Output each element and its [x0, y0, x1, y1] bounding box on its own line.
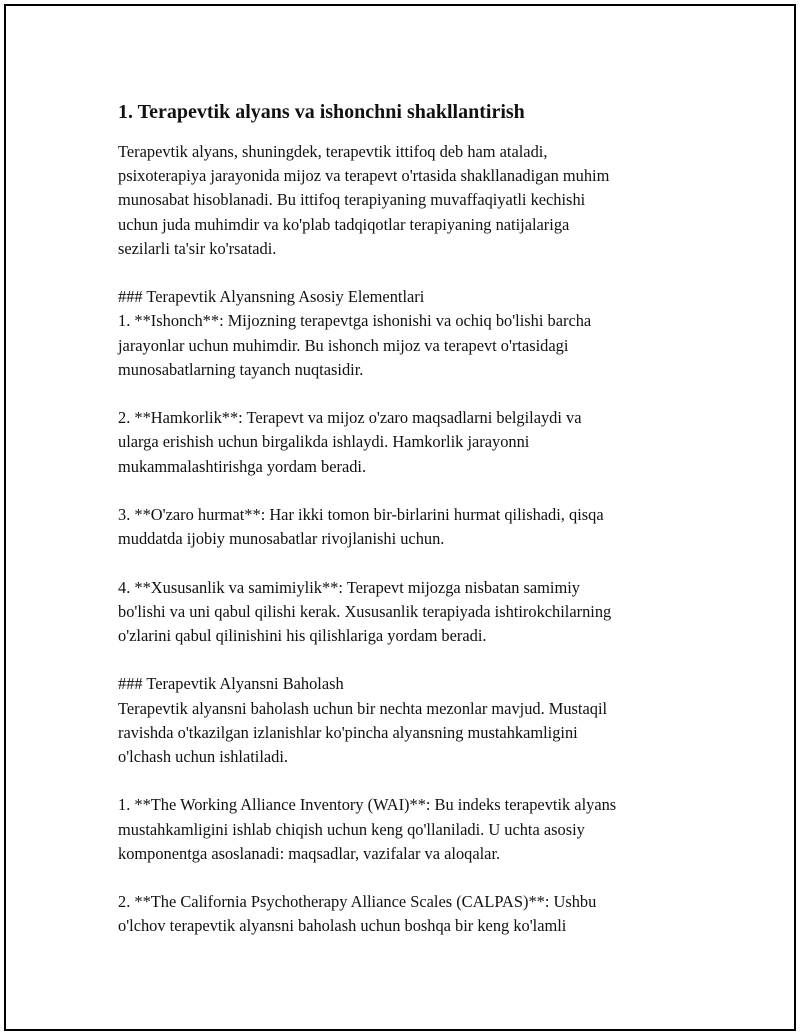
paragraph-gap — [118, 769, 698, 793]
text-line: mustahkamligini ishlab chiqish uchun keng qo'llaniladi. U uchta asosiy — [118, 819, 585, 839]
paragraph — [118, 140, 698, 261]
text-line: jarayonlar uchun muhimdir. Bu ishonch mijoz va terapevt o'rtasidagi — [118, 335, 569, 355]
text-line: o'zlarini qabul qilinishini his qilishlariga yordam beradi. — [118, 626, 487, 645]
text-line: ravishda o'tkazilgan izlanishlar ko'pincha alyansning mustahkamligini — [118, 722, 578, 742]
text-line: 2. **Hamkorlik**: Terapevt va mijoz o'zaro maqsadlarni belgilaydi va — [118, 408, 582, 428]
paragraph-gap — [118, 261, 698, 285]
text-line: ### Terapevtik Alyansning Asosiy Elementlari — [118, 287, 425, 307]
paragraph-gap — [118, 382, 698, 406]
text-line: ularga erishish uchun birgalikda ishlaydi. Hamkorlik jarayonni — [118, 432, 530, 452]
document-body — [118, 98, 698, 939]
paragraph — [118, 890, 698, 938]
document-blocks — [118, 140, 698, 939]
text-line: 4. **Xususanlik va samimiylik**: Terapevt mijozga nisbatan samimiy — [118, 577, 580, 597]
text-line: 2. **The California Psychotherapy Alliance Scales (CALPAS)**: Ushbu — [118, 892, 597, 912]
text-line: munosabat hisoblanadi. Bu ittifoq terapiyaning muvaffaqiyatli kechishi — [118, 190, 586, 210]
paragraph — [118, 406, 698, 479]
text-line: munosabatlarning tayanch nuqtasidir. — [118, 359, 364, 379]
paragraph — [118, 285, 698, 382]
text-line: muddatda ijobiy munosabatlar rivojlanishi uchun. — [118, 529, 445, 549]
paragraph — [118, 503, 698, 551]
text-line: ### Terapevtik Alyansni Baholash — [118, 674, 344, 694]
text-line: psixoterapiya jarayonida mijoz va terapevt o'rtasida shakllanadigan muhim — [118, 166, 610, 186]
text-line: 3. **O'zaro hurmat**: Har ikki tomon bir-birlarini hurmat qilishadi, qisqa — [118, 505, 604, 524]
paragraph — [118, 793, 698, 866]
paragraph-gap — [118, 866, 698, 890]
text-line: 1. **The Working Alliance Inventory (WAI)**: Bu indeks terapevtik alyans — [118, 795, 617, 815]
paragraph-gap — [118, 479, 698, 503]
text-line: mukammalashtirishga yordam beradi. — [118, 456, 367, 476]
text-line: uchun juda muhimdir va ko'plab tadqiqotlar terapiyaning natijalariga — [118, 214, 570, 234]
text-line: bo'lishi va uni qabul qilishi kerak. Xususanlik terapiyada ishtirokchilarning — [118, 601, 612, 621]
text-line: o'lchov terapevtik alyansni baholash uchun boshqa bir keng ko'lamli — [118, 916, 567, 936]
paragraph — [118, 672, 698, 769]
text-line: Terapevtik alyans, shuningdek, terapevtik ittifoq deb ham ataladi, — [118, 142, 548, 161]
text-line: Terapevtik alyansni baholash uchun bir nechta mezonlar mavjud. Mustaqil — [118, 698, 608, 718]
paragraph-gap — [118, 551, 698, 575]
page-frame — [4, 4, 796, 1031]
text-line: 1. **Ishonch**: Mijozning terapevtga ishonishi va ochiq bo'lishi barcha — [118, 311, 592, 331]
text-line: komponentga asoslanadi: maqsadlar, vazifalar va aloqalar. — [118, 843, 501, 863]
document-title: 1. Terapevtik alyans va ishonchni shakllantirish — [118, 101, 525, 123]
text-line: sezilarli ta'sir ko'rsatadi. — [118, 238, 277, 258]
paragraph-gap — [118, 648, 698, 672]
paragraph — [118, 576, 698, 649]
text-line: o'lchash uchun ishlatiladi. — [118, 747, 289, 766]
